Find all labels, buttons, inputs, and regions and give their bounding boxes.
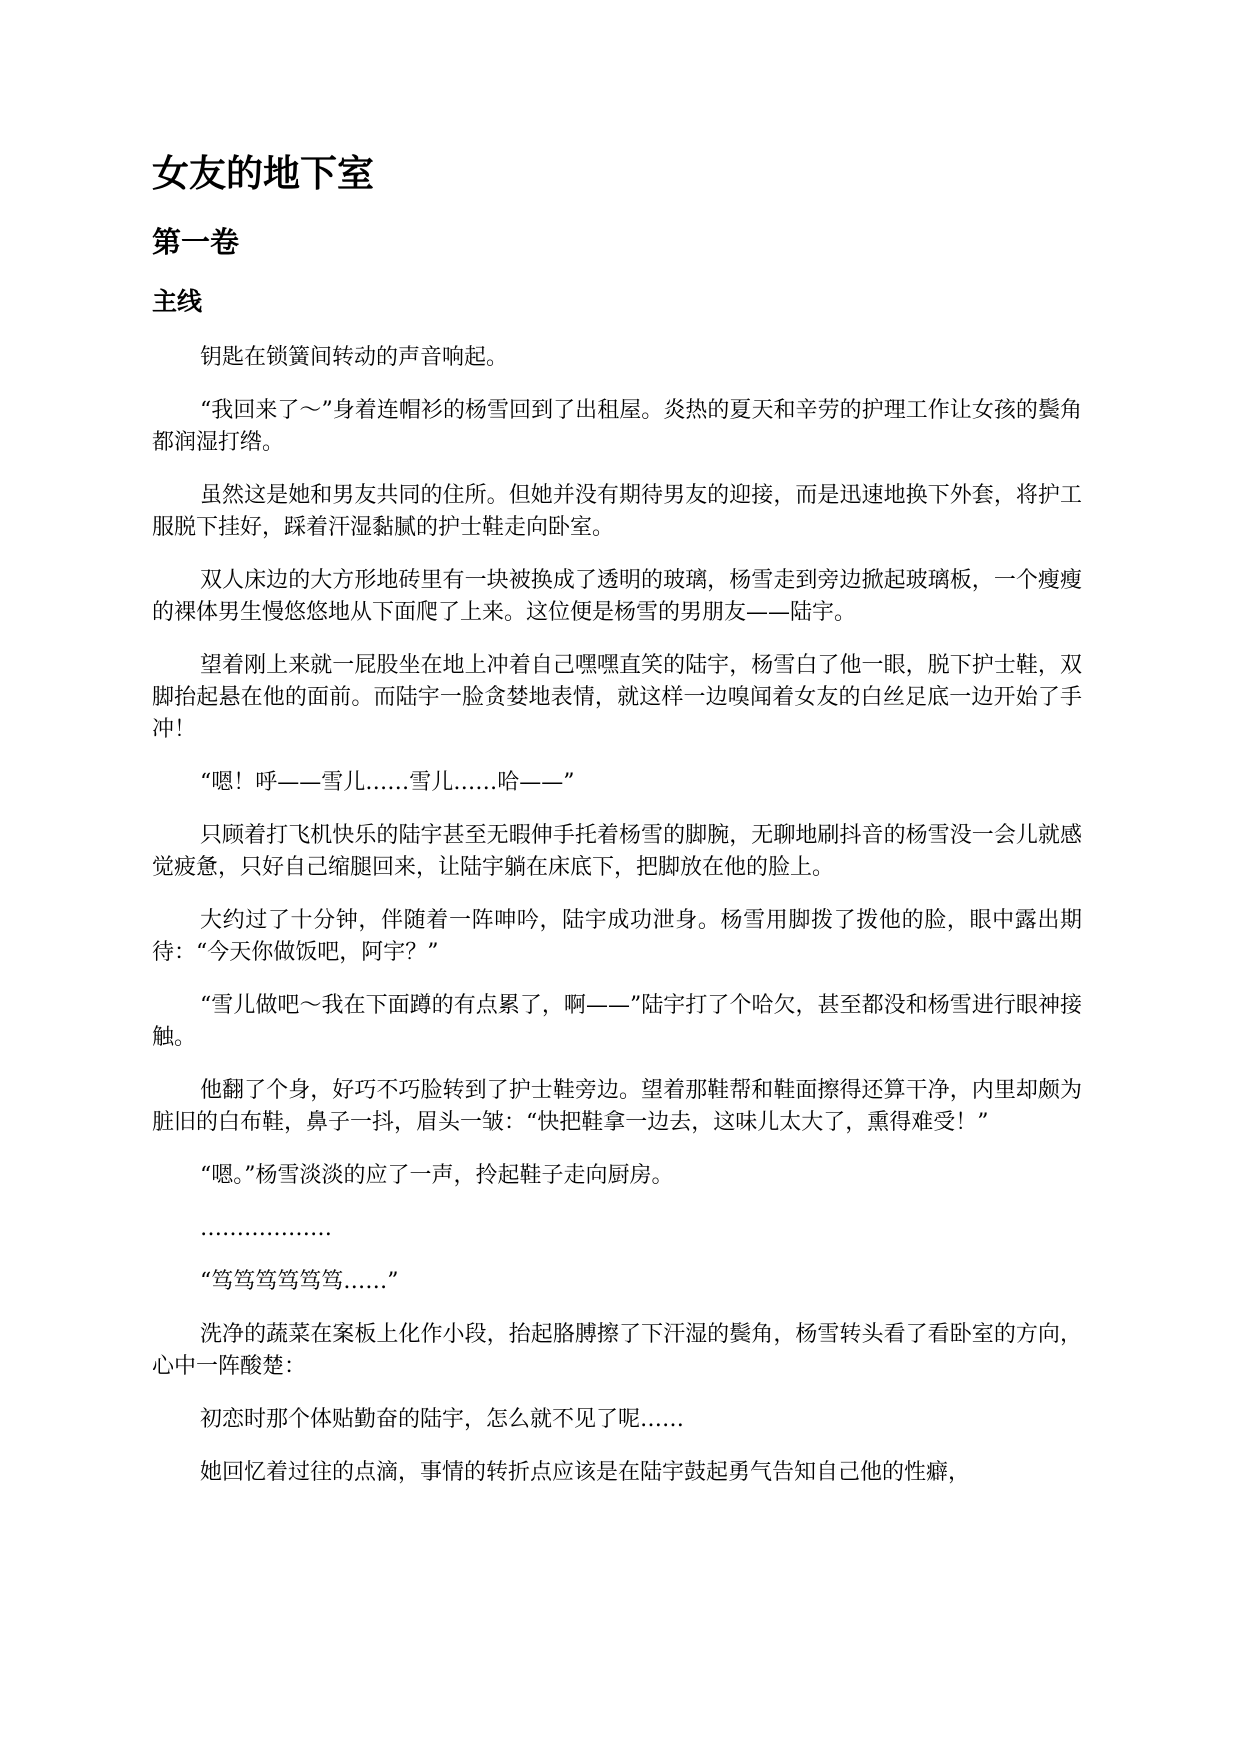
paragraph: 洗净的蔬菜在案板上化作小段，抬起胳膊擦了下汗湿的鬓角，杨雪转头看了看卧室的方向，心中一阵酸楚： xyxy=(152,1322,1082,1379)
paragraph: 双人床边的大方形地砖里有一块被换成了透明的玻璃，杨雪走到旁边掀起玻璃板，一个瘦瘦的裸体男生慢悠悠地从下面爬了上来。这位便是杨雪的男朋友——陆宇。 xyxy=(152,568,1082,625)
document-page xyxy=(152,150,1082,1510)
section-heading: 主线 xyxy=(152,287,203,316)
paragraph: 虽然这是她和男友共同的住所。但她并没有期待男友的迎接，而是迅速地换下外套，将护工服脱下挂好，踩着汗湿黏腻的护士鞋走向卧室。 xyxy=(152,483,1082,540)
paragraph: 望着刚上来就一屁股坐在地上冲着自己嘿嘿直笑的陆宇，杨雪白了他一眼，脱下护士鞋，双脚抬起悬在他的面前。而陆宇一脸贪婪地表情，就这样一边嗅闻着女友的白丝足底一边开始了手冲！ xyxy=(152,653,1082,742)
paragraph: “我回来了～”身着连帽衫的杨雪回到了出租屋。炎热的夏天和辛劳的护理工作让女孩的鬓角都润湿打绺。 xyxy=(152,398,1082,455)
document-title: 女友的地下室 xyxy=(152,152,374,195)
paragraph: 他翻了个身，好巧不巧脸转到了护士鞋旁边。望着那鞋帮和鞋面擦得还算干净，内里却颇为脏旧的白布鞋，鼻子一抖，眉头一皱：“快把鞋拿一边去，这味儿太大了，熏得难受！” xyxy=(152,1078,1082,1135)
paragraph: 初恋时那个体贴勤奋的陆宇，怎么就不见了呢…… xyxy=(200,1407,685,1432)
paragraph: 她回忆着过往的点滴，事情的转折点应该是在陆宇鼓起勇气告知自己他的性癖， xyxy=(200,1460,971,1485)
volume-heading: 第一卷 xyxy=(152,225,240,259)
paragraph: “雪儿做吧～我在下面蹲的有点累了，啊——”陆宇打了个哈欠，甚至都没和杨雪进行眼神接触。 xyxy=(152,993,1082,1050)
paragraph: “笃笃笃笃笃笃……” xyxy=(200,1269,399,1294)
paragraph: 大约过了十分钟，伴随着一阵呻吟，陆宇成功泄身。杨雪用脚拨了拨他的脸，眼中露出期待：“今天你做饭吧，阿宇？” xyxy=(152,908,1082,965)
paragraph: “嗯。”杨雪淡淡的应了一声，拎起鞋子走向厨房。 xyxy=(200,1163,674,1188)
scene-break: ……………… xyxy=(200,1216,332,1241)
paragraph: “嗯！呼——雪儿……雪儿……哈——” xyxy=(200,770,575,795)
paragraph: 只顾着打飞机快乐的陆宇甚至无暇伸手托着杨雪的脚腕，无聊地刷抖音的杨雪没一会儿就感觉疲惫，只好自己缩腿回来，让陆宇躺在床底下，把脚放在他的脸上。 xyxy=(152,823,1082,880)
paragraph: 钥匙在锁簧间转动的声音响起。 xyxy=(200,345,509,370)
